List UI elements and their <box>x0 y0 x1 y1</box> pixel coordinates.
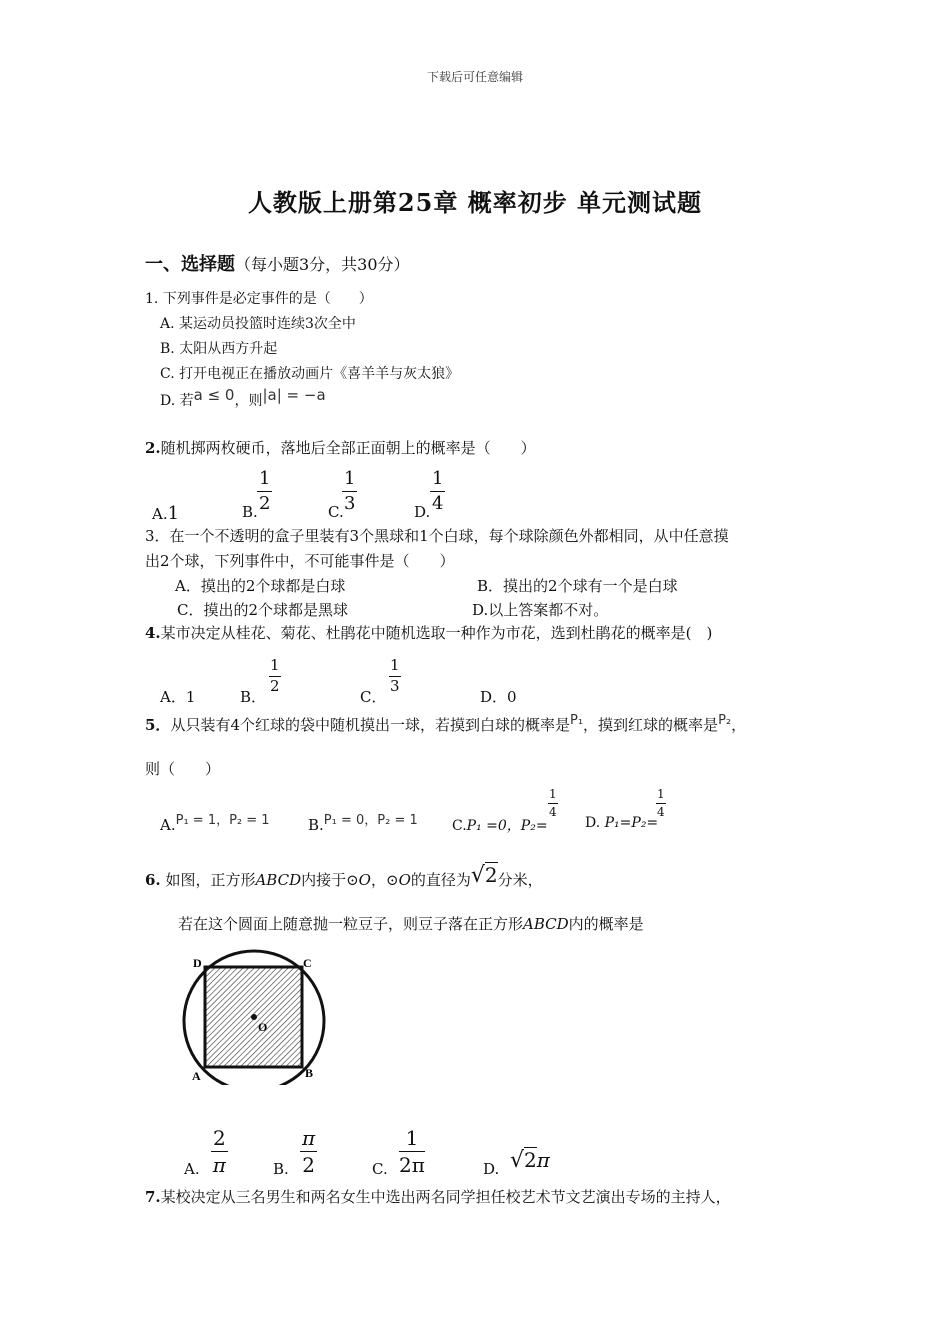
q6-d-radicand: 2 <box>524 1148 537 1172</box>
q5-c-denominator: 4 <box>549 805 557 819</box>
q5-option-d <box>585 815 658 831</box>
q5-d-fraction <box>656 788 666 818</box>
q6-a-fraction <box>211 1128 228 1175</box>
q5-c-expr: P₁ =0，P₂= <box>466 818 548 834</box>
q5-stem <box>145 714 746 735</box>
q4-number: 4. <box>145 624 161 642</box>
q5-c-label: C. <box>452 818 467 834</box>
q6-b-fraction <box>300 1128 317 1175</box>
q4-stem <box>145 622 712 643</box>
q4-b-denominator: 2 <box>270 677 280 695</box>
q1-option-a: A. 某运动员投篮时连续3次全中 <box>160 316 356 332</box>
q3-stem-line1: 3．在一个不透明的盒子里装有3个黑球和1个白球，每个球除颜色外都相同，从中任意摸 <box>145 527 729 545</box>
q6-line2-abcd: ABCD <box>523 915 569 933</box>
q2-c-label: C. <box>328 503 344 521</box>
q2-a-label: A. <box>152 505 168 523</box>
q4-c-fraction <box>389 658 401 694</box>
q3-option-d: D.以上答案都不对。 <box>472 601 609 619</box>
q4-c-numerator: 1 <box>389 658 401 677</box>
q5-d-expr: P₁=P₂= <box>604 815 659 831</box>
q1-option-d <box>160 386 326 410</box>
section-note: （每小题3分，共30分） <box>235 255 410 274</box>
q1-d-result: |a| = −a <box>262 386 326 404</box>
q1-option-b: B. 太阳从西方升起 <box>160 341 278 357</box>
q5-d-denominator: 4 <box>657 805 665 819</box>
q6-figure <box>175 945 335 1085</box>
q2-text: 随机掷两枚硬币，落地后全部正面朝上的概率是（ ） <box>160 439 536 457</box>
vertex-label-c: C <box>303 956 312 970</box>
section-heading <box>145 250 410 276</box>
q3-stem-line2: 出2个球，下列事件中，不可能事件是（ ） <box>145 552 455 570</box>
q2-a-value: 1 <box>167 503 180 524</box>
q4-option-d: D．0 <box>480 688 517 706</box>
q7-text: 某校决定从三名男生和两名女生中选出两名同学担任校艺术节文艺演出专场的主持人， <box>160 1188 731 1206</box>
q5-option-a <box>160 815 270 834</box>
q2-c-fraction <box>342 470 357 513</box>
q6-a-label: A. <box>184 1160 200 1178</box>
q4-b-fraction <box>269 658 281 694</box>
q6-b-numerator: π <box>302 1126 316 1150</box>
q2-stem <box>145 437 536 458</box>
q1-d-prefix: D. 若 <box>160 393 194 409</box>
center-point <box>251 1014 257 1020</box>
q6-d-label: D. <box>483 1160 500 1178</box>
q6-abcd: ABCD <box>255 871 302 889</box>
q2-b-label: B. <box>242 503 258 521</box>
q4-option-a: A．1 <box>160 688 196 706</box>
q4-b-numerator: 1 <box>269 658 281 677</box>
q5-b-expr: P₁ = 0，P₂ = 1 <box>323 813 418 828</box>
q5-c-fraction <box>548 788 558 818</box>
q4-b-label: B． <box>240 688 267 706</box>
q6-line2-a: 若在这个圆面上随意抛一粒豆子，则豆子落在正方形 <box>178 915 524 933</box>
q6-text-c: ，⊙ <box>370 871 399 889</box>
q5-p2: P₂ <box>718 713 732 728</box>
q5-number: 5． <box>145 716 171 734</box>
section-label: 一、选择题 <box>145 254 235 275</box>
q2-d-fraction <box>430 470 445 513</box>
vertex-label-d: D <box>193 956 202 970</box>
sqrt-sign-icon: √ <box>510 1148 525 1173</box>
q2-b-numerator: 1 <box>257 470 272 492</box>
q6-d-pi: π <box>536 1148 550 1172</box>
q3-option-c: C．摸出的2个球都是黑球 <box>177 601 349 619</box>
page-header: 下载后可任意编辑 <box>426 70 523 84</box>
q1-d-mid: ，则 <box>234 393 263 409</box>
q2-option-a <box>152 503 179 524</box>
q5-a-expr: P₁ = 1，P₂ = 1 <box>175 813 270 828</box>
q6-radicand: 2 <box>484 863 498 887</box>
q5-d-label: D. <box>585 815 601 831</box>
page-title: 人教版上册第25章 概率初步 单元测试题 <box>247 188 703 217</box>
q4-c-denominator: 3 <box>390 677 400 695</box>
q5-option-b <box>308 815 418 834</box>
center-label-o: O <box>258 1020 268 1034</box>
vertex-label-a: A <box>192 1069 201 1083</box>
q7-number: 7. <box>145 1188 161 1206</box>
q1-d-condition: a ≤ 0 <box>193 386 235 404</box>
q5-text-a: 从只装有4个红球的袋中随机摸出一球，若摸到白球的概率是 <box>170 716 570 734</box>
q5-text-b: ，摸到红球的概率是 <box>583 716 719 734</box>
q6-a-denominator: π <box>212 1153 226 1177</box>
q1-stem: 1. 下列事件是必定事件的是（ ） <box>145 291 373 307</box>
q5-option-c <box>452 815 548 835</box>
q6-number: 6. <box>145 871 161 889</box>
q6-stem <box>145 863 543 891</box>
q2-d-label: D. <box>414 503 431 521</box>
q6-b-denominator: 2 <box>302 1153 315 1177</box>
q6-o2: O <box>398 871 411 889</box>
sqrt-sign-icon: √ <box>470 863 485 888</box>
q5-a-label: A. <box>160 816 176 834</box>
q6-text-a: 如图，正方形 <box>160 871 256 889</box>
q4-text: 某市决定从桂花、菊花、杜鹃花中随机选取一种作为市花，选到杜鹃花的概率是( ) <box>160 624 713 642</box>
q6-c-fraction <box>399 1128 425 1175</box>
q2-d-denominator: 4 <box>432 493 444 514</box>
vertex-label-b: B <box>305 1066 314 1080</box>
q2-b-fraction <box>257 470 272 513</box>
q5-text-c: ， <box>731 716 747 734</box>
q2-number: 2. <box>145 439 161 457</box>
q5-c-numerator: 1 <box>548 788 558 804</box>
q6-a-numerator: 2 <box>213 1126 226 1150</box>
q6-c-numerator: 1 <box>399 1128 425 1152</box>
q6-text-b: 内接于⊙ <box>301 871 359 889</box>
q5-stem-line2: 则（ ） <box>145 760 221 778</box>
q6-stem-line2 <box>178 913 644 934</box>
q6-o1: O <box>358 871 371 889</box>
q3-option-b: B．摸出的2个球有一个是白球 <box>477 577 678 595</box>
q2-c-denominator: 3 <box>344 493 356 514</box>
q5-b-label: B. <box>308 816 324 834</box>
q5-p1: P₁ <box>569 713 584 728</box>
q4-c-label: C． <box>360 688 387 706</box>
q6-text-d: 的直径为 <box>410 871 471 889</box>
q6-d-expr <box>510 1148 550 1173</box>
q6-line2-b: 内的概率是 <box>568 915 644 933</box>
q7-stem <box>145 1186 731 1207</box>
q5-d-numerator: 1 <box>656 788 666 804</box>
q2-d-numerator: 1 <box>430 470 445 492</box>
q3-option-a: A．摸出的2个球都是白球 <box>175 577 346 595</box>
q6-text-e: 分米， <box>497 871 543 889</box>
q1-option-c: C. 打开电视正在播放动画片《喜羊羊与灰太狼》 <box>160 366 460 382</box>
q6-c-denominator: 2π <box>399 1153 425 1177</box>
q2-c-numerator: 1 <box>342 470 357 492</box>
q6-c-label: C. <box>372 1160 388 1178</box>
q2-b-denominator: 2 <box>259 493 271 514</box>
q6-b-label: B. <box>273 1160 289 1178</box>
